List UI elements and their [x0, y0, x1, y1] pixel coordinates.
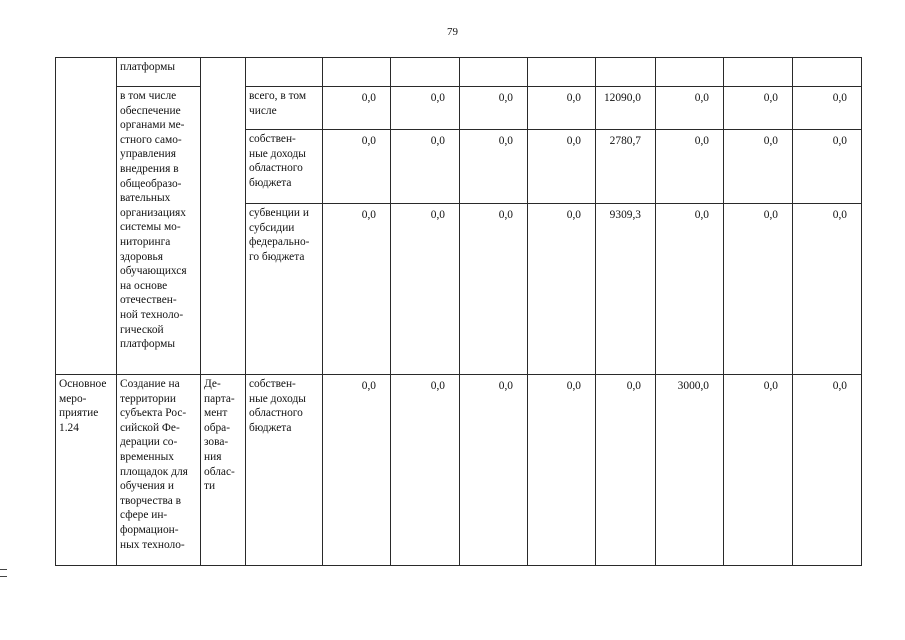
code-cell: Основное меро- приятие 1.24 [56, 375, 117, 566]
value-cell: 0,0 [391, 130, 460, 204]
source-cell: собствен- ные доходы областного бюджета [246, 130, 323, 204]
page-number: 79 [447, 26, 458, 38]
value-cell: 3000,0 [656, 375, 724, 566]
value-cell: 0,0 [391, 375, 460, 566]
value-cell: 0,0 [391, 87, 460, 130]
value-cell: 0,0 [656, 87, 724, 130]
value-cell [528, 58, 596, 87]
value-cell [391, 58, 460, 87]
value-cell: 0,0 [528, 87, 596, 130]
executor-cell: Де- парта- мент обра- зова- ния облас- ти [201, 375, 246, 566]
value-cell: 0,0 [528, 375, 596, 566]
source-cell: всего, в том числе [246, 87, 323, 130]
value-cell: 0,0 [323, 375, 391, 566]
source-cell: собствен- ные доходы областного бюджета [246, 375, 323, 566]
value-cell: 0,0 [323, 87, 391, 130]
value-cell: 0,0 [391, 204, 460, 375]
source-cell-empty [246, 58, 323, 87]
margin-mark [0, 569, 7, 577]
value-cell: 0,0 [724, 204, 793, 375]
value-cell: 0,0 [460, 204, 528, 375]
value-cell: 9309,3 [596, 204, 656, 375]
value-cell: 0,0 [724, 87, 793, 130]
value-cell [460, 58, 528, 87]
value-cell: 0,0 [656, 130, 724, 204]
description-cell: в том числе обеспечение органами ме- стного само- управления внедрения в общеобразо- вательных организациях системы мо- ниторинга здоровья обучающихся на основе отечествен- ной техноло- гической платформы [117, 87, 201, 375]
value-cell: 0,0 [323, 204, 391, 375]
description-cell: платформы [117, 58, 201, 87]
value-cell [793, 58, 862, 87]
value-cell: 2780,7 [596, 130, 656, 204]
budget-table [55, 57, 862, 566]
value-cell [724, 58, 793, 87]
executor-cell-empty [201, 58, 246, 375]
code-cell-empty [56, 58, 117, 375]
value-cell: 0,0 [460, 375, 528, 566]
source-cell: субвенции и субсидии федерально- го бюджета [246, 204, 323, 375]
table-row [56, 87, 862, 130]
value-cell: 12090,0 [596, 87, 656, 130]
value-cell: 0,0 [528, 130, 596, 204]
value-cell: 0,0 [793, 87, 862, 130]
value-cell [323, 58, 391, 87]
value-cell: 0,0 [460, 130, 528, 204]
value-cell: 0,0 [793, 375, 862, 566]
value-cell: 0,0 [724, 130, 793, 204]
value-cell: 0,0 [596, 375, 656, 566]
value-cell: 0,0 [460, 87, 528, 130]
value-cell [596, 58, 656, 87]
table-row [56, 58, 862, 87]
value-cell: 0,0 [793, 130, 862, 204]
value-cell: 0,0 [724, 375, 793, 566]
value-cell: 0,0 [793, 204, 862, 375]
description-cell: Создание на территории субъекта Рос- сийской Фе- дерации со- временных площадок для обучения и творчества в сфере ин- формацион- ных техноло- [117, 375, 201, 566]
table-row [56, 375, 862, 566]
value-cell: 0,0 [656, 204, 724, 375]
value-cell [656, 58, 724, 87]
value-cell: 0,0 [323, 130, 391, 204]
value-cell: 0,0 [528, 204, 596, 375]
